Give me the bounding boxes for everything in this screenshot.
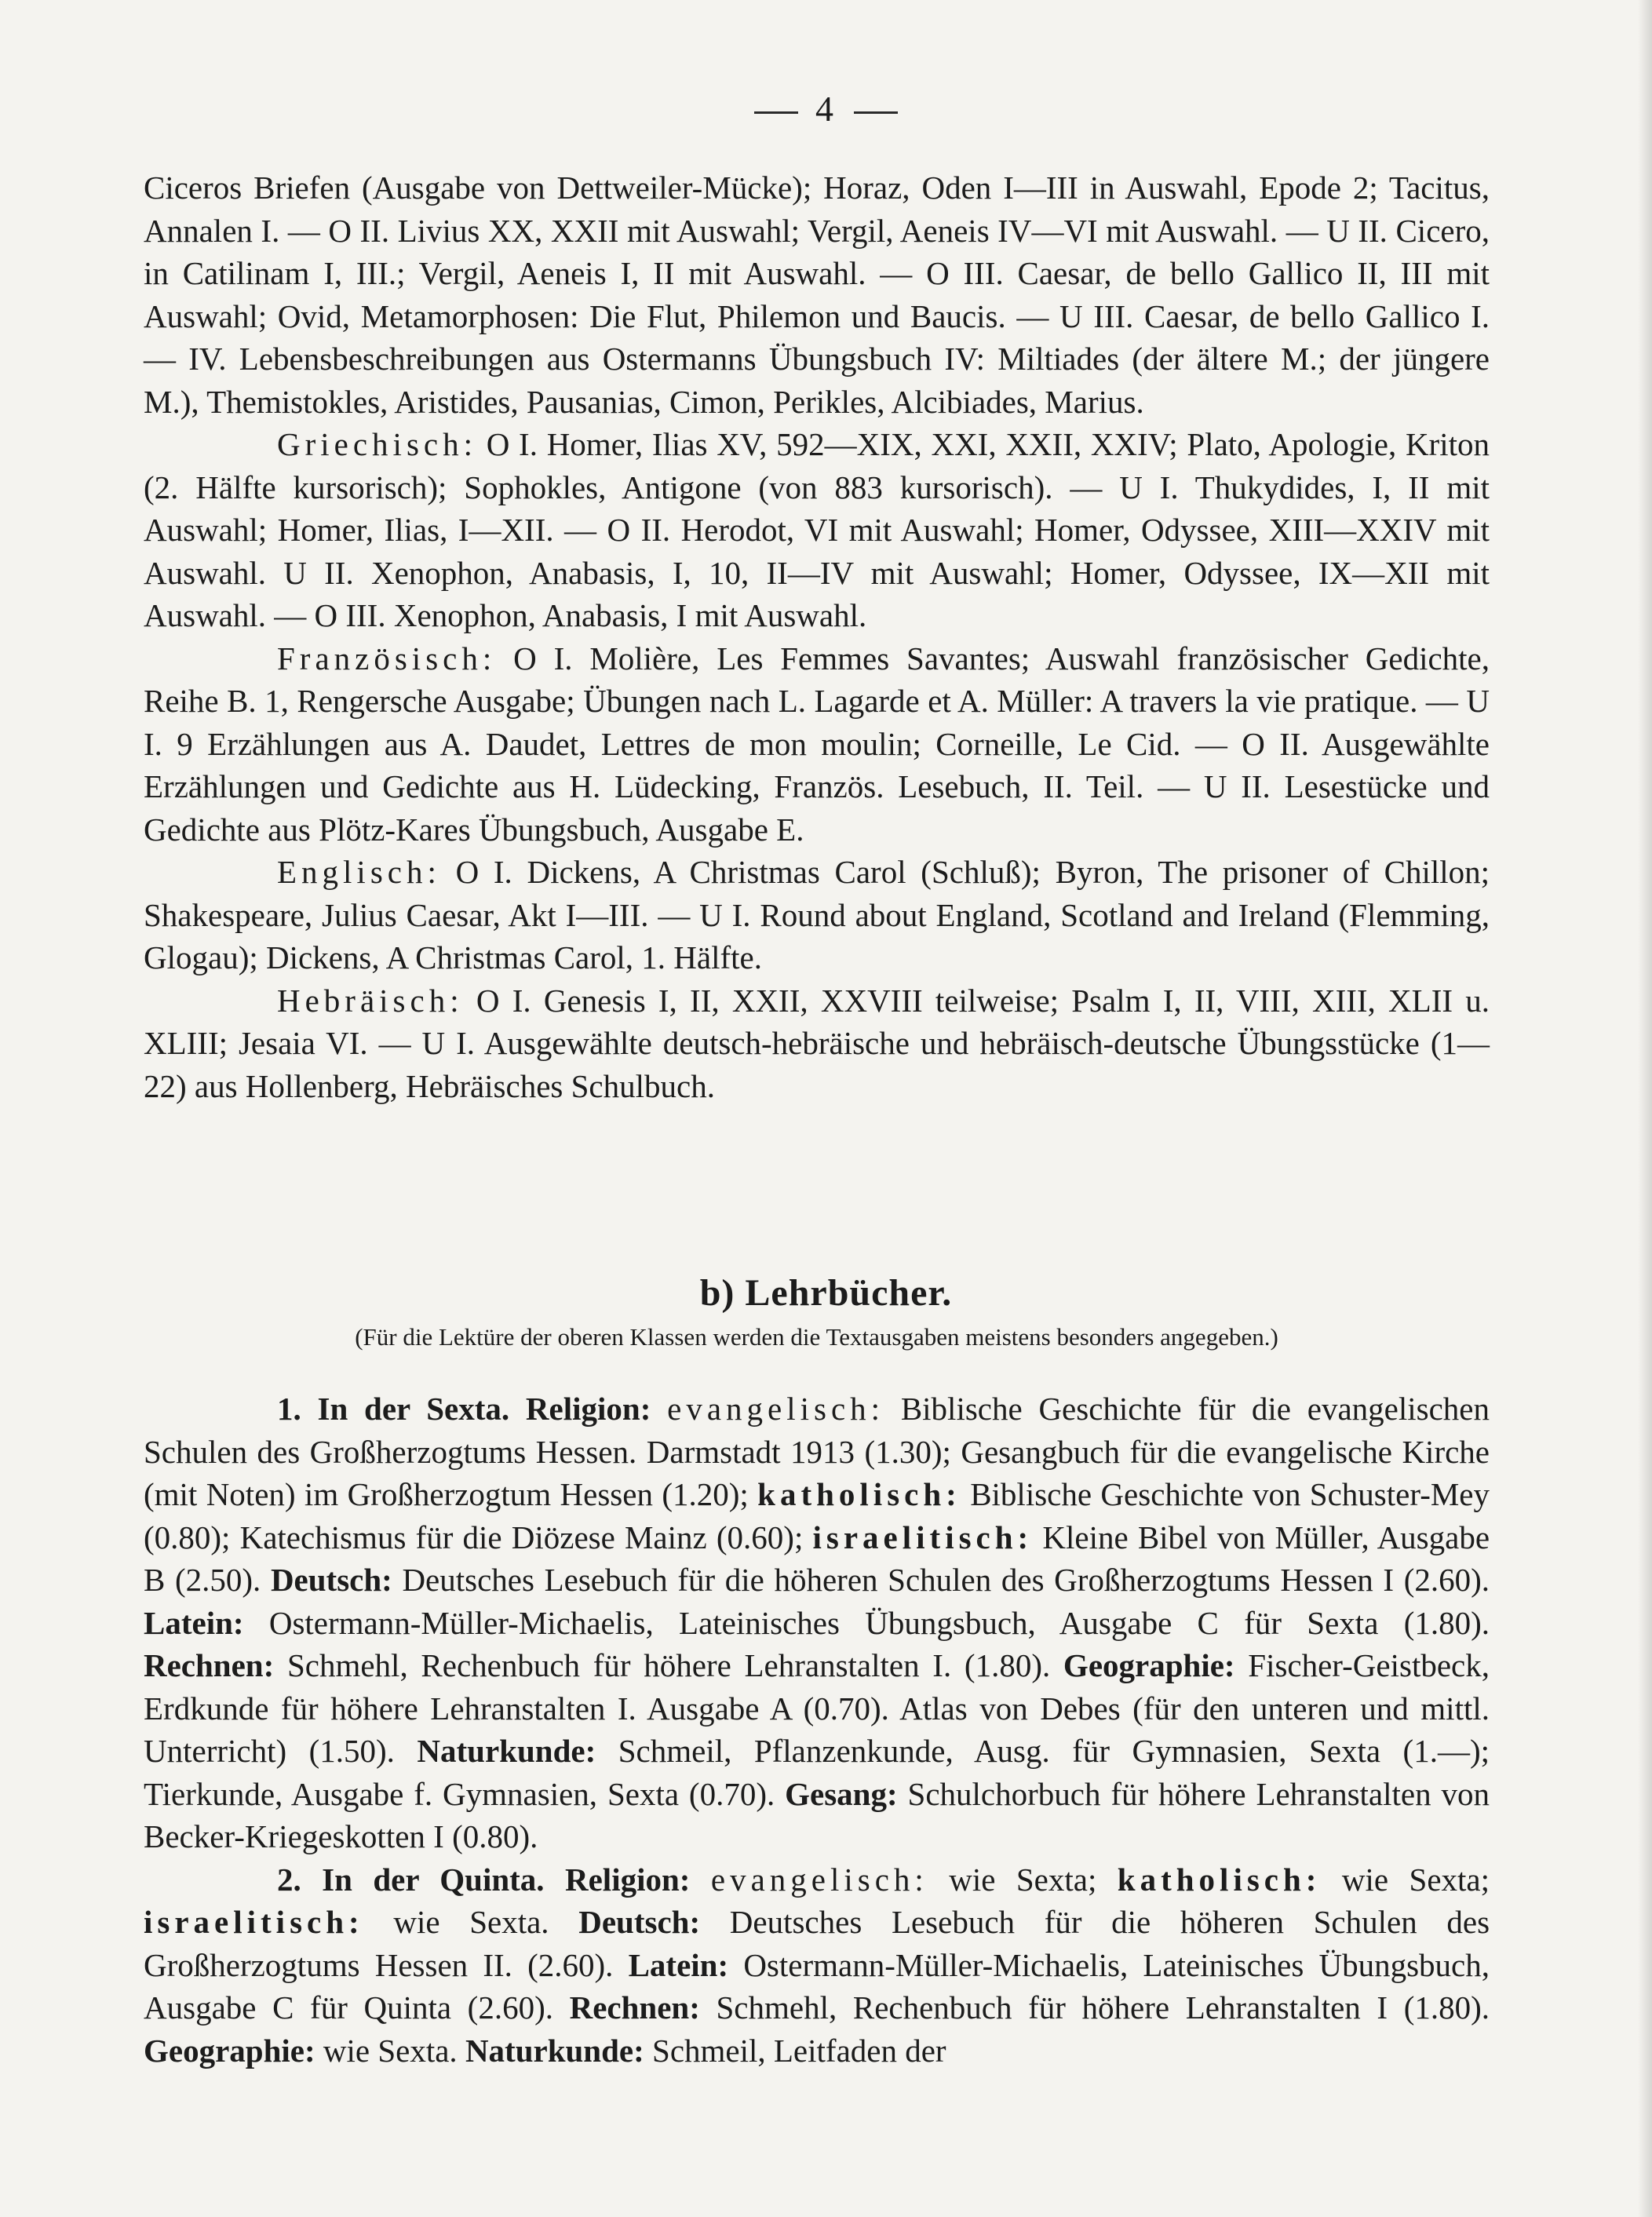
sexta-religion-label: Religion: [525,1391,651,1427]
sexta-rechnen-label: Rechnen: [144,1647,275,1683]
page-number-dash-left [754,111,798,114]
sexta-geographie-label: Geographie: [1063,1647,1235,1683]
quinta-latein-label: Latein: [628,1946,729,1983]
quinta-religion-label: Religion: [565,1861,691,1898]
sexta-katholisch-label: katholisch: [757,1476,961,1512]
quinta-katholisch-text: wie Sexta; [1341,1861,1490,1898]
quinta-intro: 2. In der Quinta. [277,1861,545,1898]
quinta-deutsch-text: Deutsches Lesebuch für die höheren Schulen des Großherzogtums Hessen II. (2.60). [144,1904,1490,1983]
quinta-evangelisch-label: evangelisch: [710,1861,928,1898]
englisch-paragraph [144,851,1490,979]
griechisch-text: O I. Homer, Ilias XV, 592—XIX, XXI, XXII, XXIV; Plato, Apologie, Kriton (2. Hälfte kursorisch); Sophokles, Antigone (von 883 kursorisch). — U I. Thukydides, I, II mit Auswahl; Homer, Ilias, I—XII. — O II. Herodot, VI mit Auswahl; Homer, Odyssee, XIII—XXIV mit Auswahl. U II. Xenophon, Anabasis, I, 10, II—IV mit Auswahl; Homer, Odyssee, IX—XII mit Auswahl. — O III. Xenophon, Anabasis, I mit Auswahl. [144,426,1490,633]
sexta-deutsch-text: Deutsches Lesebuch für die höheren Schulen des Großherzogtums Hessen I (2.60). [402,1562,1490,1598]
sexta-gesang-text: Schulchorbuch für höhere Lehranstalten von Becker-Kriegeskotten I (0.80). [144,1775,1490,1854]
sexta-israelitisch-text: Kleine Bibel von Müller, Ausgabe B (2.50). [144,1519,1490,1598]
sexta-paragraph [144,1387,1490,1858]
section-heading: b) Lehrbücher. [699,1272,953,1314]
quinta-katholisch-label: katholisch: [1117,1861,1322,1898]
lower-text-block [144,1387,1490,2072]
hebraeisch-text: O I. Genesis I, II, XXII, XXVIII teilweise; Psalm I, II, VIII, XIII, XLII u. XLIII; Jesaia VI. — U I. Ausgewählte deutsch-hebräische und hebräisch-deutsche Übungsstücke (1—22) aus Hollenberg, Hebräisches Schulbuch. [144,982,1490,1104]
page-number-dash-right [854,111,898,114]
sexta-deutsch-label: Deutsch: [270,1562,392,1598]
quinta-evangelisch-text: wie Sexta; [949,1861,1097,1898]
quinta-israelitisch-text: wie Sexta. [393,1904,549,1940]
quinta-rechnen-label: Rechnen: [569,1989,700,2026]
latin-paragraph: Ciceros Briefen (Ausgabe von Dettweiler-Mücke); Horaz, Oden I—III in Auswahl, Epode 2; Tacitus, Annalen I. — O II. Livius XX, XXII mit Auswahl; Vergil, Aeneis IV—VI mit Auswahl. — U II. Cicero, in Catilinam I, III.; Vergil, Aeneis I, II mit Auswahl. — O III. Caesar, de bello Gallico II, III mit Auswahl; Ovid, Metamorphosen: Die Flut, Philemon und Baucis. — U III. Caesar, de bello Gallico I. — IV. Lebensbeschreibungen aus Ostermanns Übungsbuch IV: Miltiades (der ältere M.; der jüngere M.), Themistokles, Aristides, Pausanias, Cimon, Perikles, Alcibiades, Marius. [144,170,1490,420]
franzoesisch-paragraph [144,637,1490,851]
hebraeisch-paragraph [144,979,1490,1108]
franzoesisch-text: O I. Molière, Les Femmes Savantes; Auswahl französischer Gedichte, Reihe B. 1, Rengersche Ausgabe; Übungen nach L. Lagarde et A. Müller: A travers la vie pratique. — U I. 9 Erzählungen aus A. Daudet, Lettres de mon moulin; Corneille, Le Cid. — O II. Ausgewählte Erzählungen und Gedichte aus H. Lüdecking, Französ. Lesebuch, II. Teil. — U II. Lesestücke und Gedichte aus Plötz-Kares Übungsbuch, Ausgabe E. [144,640,1490,848]
quinta-latein-text: Ostermann-Müller-Michaelis, Lateinisches Übungsbuch, Ausgabe C für Quinta (2.60). [144,1946,1490,2026]
sexta-gesang-label: Gesang: [785,1775,898,1812]
section-note: (Für die Lektüre der oberen Klassen werden die Textausgaben meistens besonders angegeben.) [355,1323,1278,1351]
sexta-katholisch-text: Biblische Geschichte von Schuster-Mey (0.80); Katechismus für die Diözese Mainz (0.60); [144,1476,1490,1555]
quinta-rechnen-text: Schmehl, Rechenbuch für höhere Lehranstalten I (1.80). [716,1989,1490,2026]
sexta-rechnen-text: Schmehl, Rechenbuch für höhere Lehranstalten I. (1.80). [286,1647,1051,1683]
upper-text-block [144,166,1490,1107]
quinta-naturkunde-text: Schmeil, Leitfaden der [652,2032,946,2069]
page-number: 4 [0,88,1652,129]
sexta-israelitisch-label: israelitisch: [812,1519,1034,1555]
sexta-naturkunde-label: Naturkunde: [417,1733,596,1769]
sexta-latein-label: Latein: [144,1604,244,1641]
sexta-naturkunde-text: Schmeil, Pflanzenkunde, Ausg. für Gymnasien, Sexta (1.—); Tierkunde, Ausgabe f. Gymnasien, Sexta (0.70). [144,1733,1490,1812]
page-edge-shadow [1638,0,1652,2217]
griechisch-paragraph [144,423,1490,637]
quinta-israelitisch-label: israelitisch: [144,1904,364,1940]
griechisch-label: Griechisch: [277,426,477,462]
sexta-evangelisch-label: evangelisch: [667,1391,885,1427]
sexta-evangelisch-text: Biblische Geschichte für die evangelischen Schulen des Großherzogtums Hessen. Darmstadt 1913 (1.30); Gesangbuch für die evangelische Kirche (mit Noten) im Großherzogtum Hessen (1.20); [144,1391,1490,1512]
quinta-deutsch-label: Deutsch: [578,1904,701,1940]
sexta-intro: 1. In der Sexta. [277,1391,510,1427]
quinta-geographie-label: Geographie: [144,2032,315,2069]
quinta-naturkunde-label: Naturkunde: [465,2032,644,2069]
quinta-paragraph [144,1858,1490,2073]
franzoesisch-label: Französisch: [277,640,497,676]
sexta-geographie-text: Fischer-Geistbeck, Erdkunde für höhere Lehranstalten I. Ausgabe A (0.70). Atlas von Debes (für den unteren und mittl. Unterricht) (1.50). [144,1647,1490,1769]
quinta-geographie-text: wie Sexta. [323,2032,458,2069]
sexta-latein-text: Ostermann-Müller-Michaelis, Lateinisches Übungsbuch, Ausgabe C für Sexta (1.80). [268,1604,1490,1641]
englisch-label: Englisch: [277,854,441,890]
englisch-text: O I. Dickens, A Christmas Carol (Schluß); Byron, The prisoner of Chillon; Shakespeare, Julius Caesar, Akt I—III. — U I. Round about England, Scotland and Ireland (Flemming, Glogau); Dickens, A Christmas Carol, 1. Hälfte. [144,854,1490,975]
hebraeisch-label: Hebräisch: [277,982,464,1019]
